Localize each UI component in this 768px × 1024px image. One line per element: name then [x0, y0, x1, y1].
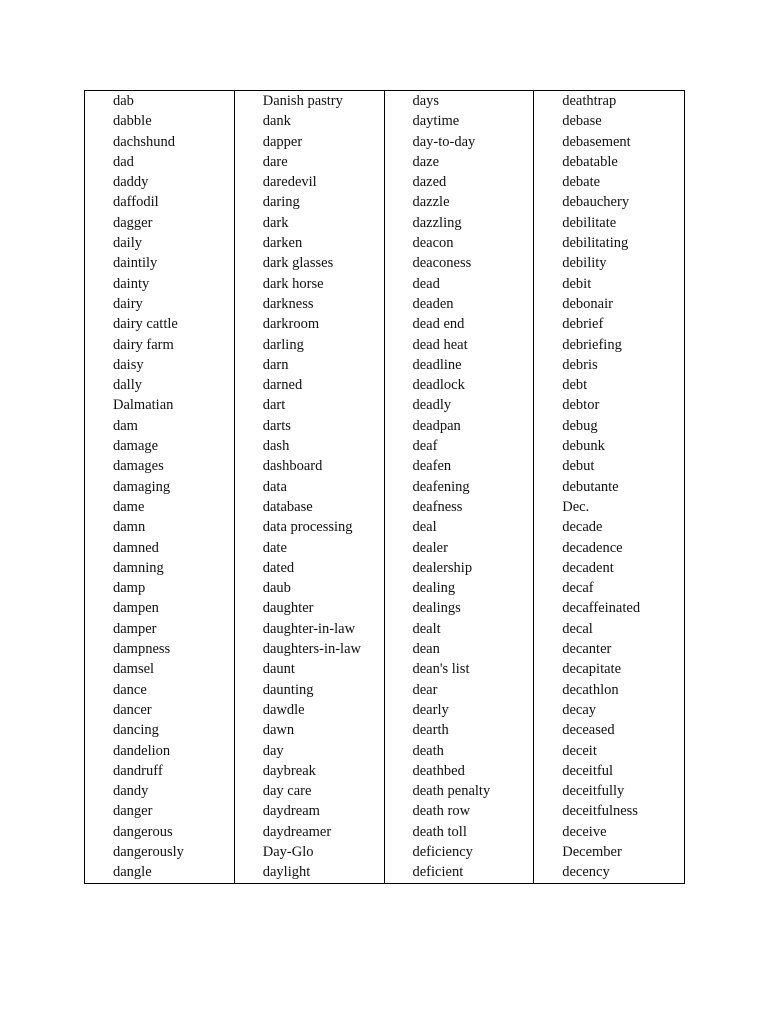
word-cell: deceitful [562, 762, 613, 779]
word-cell: deceive [562, 823, 607, 840]
word-cell: dare [262, 153, 288, 170]
word-cell: deficiency [412, 843, 473, 860]
word-cell: debris [562, 356, 598, 373]
word-cell: death row [412, 803, 471, 820]
word-cell: darling [262, 336, 304, 353]
word-cell: dab [113, 93, 134, 109]
word-cell: damages [113, 458, 164, 475]
word-cell: dairy [113, 295, 143, 312]
word-cell: deadlock [412, 377, 465, 394]
word-cell: decadent [562, 559, 614, 576]
word-cell: daze [412, 153, 440, 170]
word-cell: data [262, 478, 287, 495]
word-cell: daydreamer [262, 823, 332, 840]
word-cell: dead end [412, 316, 465, 333]
word-cell: deadline [412, 356, 462, 373]
word-list [85, 91, 234, 883]
word-cell: decanter [562, 641, 612, 658]
word-cell: dancing [113, 722, 159, 739]
word-cell: daub [262, 580, 291, 597]
word-cell: decadence [562, 539, 623, 556]
word-cell: decade [562, 519, 603, 536]
word-cell: daughters-in-law [262, 641, 361, 658]
word-cell: dealing [412, 580, 456, 597]
word-cell: dawdle [262, 701, 305, 718]
word-column-4 [534, 91, 684, 883]
word-cell: deaden [412, 295, 454, 312]
word-cell: debasement [562, 133, 631, 150]
word-cell: dapper [262, 133, 303, 150]
word-cell: Danish pastry [262, 93, 343, 109]
word-cell: day care [262, 783, 312, 800]
word-cell: daylight [262, 864, 311, 881]
word-list [385, 91, 534, 883]
word-column-1 [85, 91, 235, 883]
word-cell: daughter [262, 600, 314, 617]
word-cell: days [412, 93, 440, 109]
word-cell: debriefing [562, 336, 622, 353]
word-cell: dagger [113, 214, 153, 231]
word-cell: Day-Glo [262, 843, 314, 860]
word-cell: decay [562, 701, 597, 718]
word-cell: daddy [113, 174, 149, 191]
word-cell: dart [262, 397, 286, 414]
word-cell: dealership [412, 559, 473, 576]
word-cell: dark glasses [262, 255, 334, 272]
word-cell: dad [113, 153, 134, 170]
word-cell: deaf [412, 438, 438, 455]
word-cell: deafening [412, 478, 470, 495]
word-cell: daughter-in-law [262, 620, 356, 637]
word-cell: daytime [412, 113, 460, 130]
word-cell: daydream [262, 803, 320, 820]
word-cell: daunting [262, 681, 314, 698]
word-cell: dead heat [412, 336, 468, 353]
word-cell: darkroom [262, 316, 320, 333]
word-cell: decathlon [562, 681, 619, 698]
word-table [84, 90, 685, 884]
word-cell: dangle [113, 864, 152, 881]
word-cell: data processing [262, 519, 353, 536]
word-cell: dated [262, 559, 295, 576]
word-cell: darn [262, 356, 289, 373]
word-column-2 [235, 91, 385, 883]
word-cell: dank [262, 113, 291, 130]
word-cell: decapitate [562, 661, 622, 678]
word-cell: damper [113, 620, 157, 637]
word-cell: dark horse [262, 275, 324, 292]
word-cell: deafness [412, 498, 463, 515]
word-cell: dame [113, 498, 145, 515]
word-cell: dash [262, 438, 290, 455]
word-cell: dazzle [412, 194, 450, 211]
word-cell: debilitate [562, 214, 617, 231]
word-cell: damning [113, 559, 164, 576]
word-cell: death [412, 742, 444, 759]
word-cell: damage [113, 438, 159, 455]
word-cell: dashboard [262, 458, 323, 475]
word-cell: darts [262, 417, 291, 434]
word-cell: debilitating [562, 235, 629, 252]
word-cell: deadpan [412, 417, 461, 434]
word-cell: debase [562, 113, 602, 130]
word-cell: debatable [562, 153, 618, 170]
word-cell: debility [562, 255, 607, 272]
word-cell: deal [412, 519, 437, 536]
word-cell: decaf [562, 580, 594, 597]
word-cell: dearth [412, 722, 449, 739]
word-cell: database [262, 498, 313, 515]
word-list [534, 91, 684, 883]
word-cell: dangerously [113, 843, 184, 860]
word-cell: dangerous [113, 823, 173, 840]
word-cell: deceitfully [562, 783, 625, 800]
word-cell: debunk [562, 438, 605, 455]
word-cell: dairy farm [113, 336, 174, 353]
word-cell: debrief [562, 316, 604, 333]
word-cell: Dalmatian [113, 397, 174, 414]
word-cell: dark [262, 214, 289, 231]
word-cell: daunt [262, 661, 295, 678]
word-cell: debit [562, 275, 592, 292]
word-cell: daring [262, 194, 300, 211]
word-cell: dairy cattle [113, 316, 178, 333]
word-cell: deceit [562, 742, 597, 759]
word-cell: darned [262, 377, 303, 394]
word-cell: dearly [412, 701, 449, 718]
word-cell: dancer [113, 701, 152, 718]
word-cell: Dec. [562, 498, 590, 515]
word-cell: deafen [412, 458, 452, 475]
word-cell: darken [262, 235, 303, 252]
word-cell: dandelion [113, 742, 171, 759]
word-cell: day-to-day [412, 133, 476, 150]
word-cell: damaging [113, 478, 171, 495]
word-cell: debonair [562, 295, 613, 312]
word-cell: dawn [262, 722, 295, 739]
word-cell: December [562, 843, 622, 860]
word-cell: darkness [262, 295, 314, 312]
word-cell: date [262, 539, 287, 556]
word-list [235, 91, 384, 883]
word-cell: deficient [412, 864, 464, 881]
word-cell: dealt [412, 620, 441, 637]
word-cell: damsel [113, 661, 155, 678]
word-cell: debutante [562, 478, 619, 495]
word-cell: damned [113, 539, 159, 556]
word-cell: debt [562, 377, 588, 394]
word-cell: dabble [113, 113, 152, 130]
word-cell: dampen [113, 600, 159, 617]
word-cell: dead [412, 275, 440, 292]
word-cell: dazzling [412, 214, 462, 231]
word-cell: daffodil [113, 194, 159, 211]
word-cell: dealings [412, 600, 461, 617]
word-cell: debtor [562, 397, 600, 414]
word-cell: deceased [562, 722, 615, 739]
word-cell: deathbed [412, 762, 465, 779]
word-cell: dainty [113, 275, 150, 292]
word-cell: dandruff [113, 762, 163, 779]
word-cell: dance [113, 681, 147, 698]
word-cell: dean [412, 641, 440, 658]
word-cell: daisy [113, 356, 144, 373]
word-cell: debauchery [562, 194, 630, 211]
word-cell: decaffeinated [562, 600, 641, 617]
word-cell: damn [113, 519, 146, 536]
word-cell: deceitfulness [562, 803, 638, 820]
word-cell: debug [562, 417, 598, 434]
word-cell: daredevil [262, 174, 317, 191]
word-cell: damp [113, 580, 146, 597]
word-cell: daybreak [262, 762, 316, 779]
word-cell: dean's list [412, 661, 470, 678]
word-cell: debut [562, 458, 595, 475]
word-cell: dear [412, 681, 438, 698]
word-cell: deaconess [412, 255, 472, 272]
word-cell: decency [562, 864, 610, 881]
word-cell: daintily [113, 255, 158, 272]
word-cell: deacon [412, 235, 454, 252]
word-cell: dachshund [113, 133, 176, 150]
word-cell: death penalty [412, 783, 491, 800]
word-cell: deathtrap [562, 93, 617, 109]
word-cell: danger [113, 803, 153, 820]
word-column-3 [385, 91, 535, 883]
word-cell: debate [562, 174, 601, 191]
word-cell: decal [562, 620, 593, 637]
word-cell: dally [113, 377, 142, 394]
word-cell: dampness [113, 641, 171, 658]
word-cell: dandy [113, 783, 149, 800]
word-cell: dazed [412, 174, 447, 191]
word-cell: death toll [412, 823, 467, 840]
word-cell: dam [113, 417, 138, 434]
word-cell: dealer [412, 539, 448, 556]
word-cell: day [262, 742, 284, 759]
word-cell: deadly [412, 397, 452, 414]
word-cell: daily [113, 235, 142, 252]
